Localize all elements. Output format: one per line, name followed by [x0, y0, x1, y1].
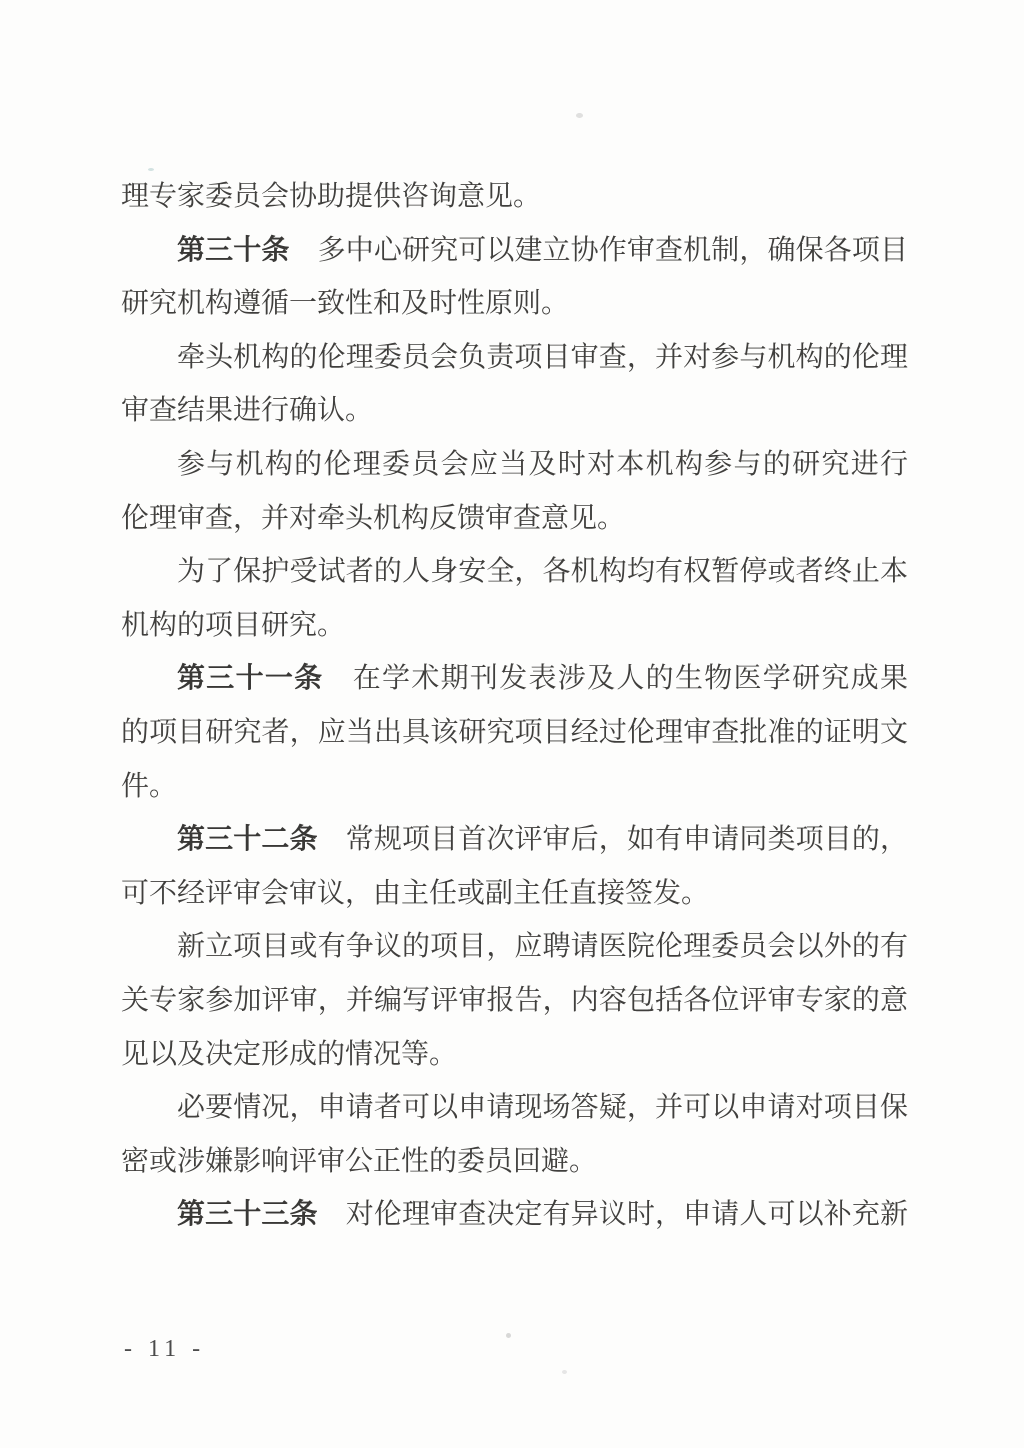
- line-text: 密或涉嫌影响评审公正性的委员回避。: [121, 1145, 598, 1177]
- line-text: 的项目研究者，应当出具该研究项目经过伦理审查批准的证明文: [121, 716, 908, 748]
- text-line: [121, 1188, 908, 1242]
- line-text: 理专家委员会协助提供咨询意见。: [121, 181, 542, 212]
- line-text: 关专家参加评审，并编写评审报告，内容包括各位评审专家的意: [121, 984, 908, 1016]
- text-line: [121, 224, 908, 278]
- text-line: [121, 599, 908, 653]
- text-line: [121, 1135, 908, 1189]
- scan-speck: [506, 1333, 511, 1338]
- text-line: [121, 331, 908, 385]
- scan-speck: [576, 113, 583, 118]
- text-line: [121, 170, 908, 224]
- line-text: 件。: [121, 770, 178, 802]
- line-text: 新立项目或有争议的项目，应聘请医院伦理委员会以外的有: [177, 931, 908, 963]
- line-text: 参与机构的伦理委员会应当及时对本机构参与的研究进行: [177, 448, 908, 480]
- text-line: [121, 1081, 908, 1135]
- article-number: 第三十一条: [177, 663, 324, 695]
- text-line: [121, 760, 908, 814]
- text-line: [121, 438, 908, 492]
- text-line: [121, 813, 908, 867]
- line-text: 伦理审查，并对牵头机构反馈审查意见。: [121, 502, 626, 534]
- page-number: - 11 -: [124, 1336, 206, 1362]
- article-number: 第三十三条: [177, 1199, 318, 1231]
- line-text: 在学术期刊发表涉及人的生物医学研究成果: [323, 663, 908, 695]
- text-line: [121, 706, 908, 760]
- line-text: 牵头机构的伦理委员会负责项目审查，并对参与机构的伦理: [177, 341, 908, 373]
- line-text: 可不经评审会审议，由主任或副主任直接签发。: [121, 877, 710, 909]
- line-text: 机构的项目研究。: [121, 609, 346, 641]
- text-line: [121, 974, 908, 1028]
- text-line: [121, 545, 908, 599]
- text-line: [121, 492, 908, 546]
- line-text: 必要情况，申请者可以申请现场答疑，并可以申请对项目保: [177, 1092, 908, 1124]
- scan-speck: [562, 1370, 567, 1374]
- text-line: [121, 867, 908, 921]
- line-text: 对伦理审查决定有异议时，申请人可以补充新: [317, 1199, 908, 1231]
- text-line: [121, 1028, 908, 1082]
- line-text: 研究机构遵循一致性和及时性原则。: [121, 288, 570, 320]
- article-number: 第三十二条: [177, 824, 318, 856]
- line-text: 多中心研究可以建立协作审查机制，确保各项目: [289, 234, 908, 266]
- text-line: [121, 277, 908, 331]
- document-lines: [121, 170, 908, 1242]
- line-text: 常规项目首次评审后，如有申请同类项目的，: [317, 824, 908, 856]
- line-text: 审查结果进行确认。: [121, 395, 374, 427]
- text-line: [121, 384, 908, 438]
- line-text: 见以及决定形成的情况等。: [121, 1038, 458, 1070]
- text-line: [121, 920, 908, 974]
- text-line: [121, 652, 908, 706]
- line-text: 为了保护受试者的人身安全，各机构均有权暂停或者终止本: [177, 556, 908, 588]
- article-number: 第三十条: [177, 234, 290, 266]
